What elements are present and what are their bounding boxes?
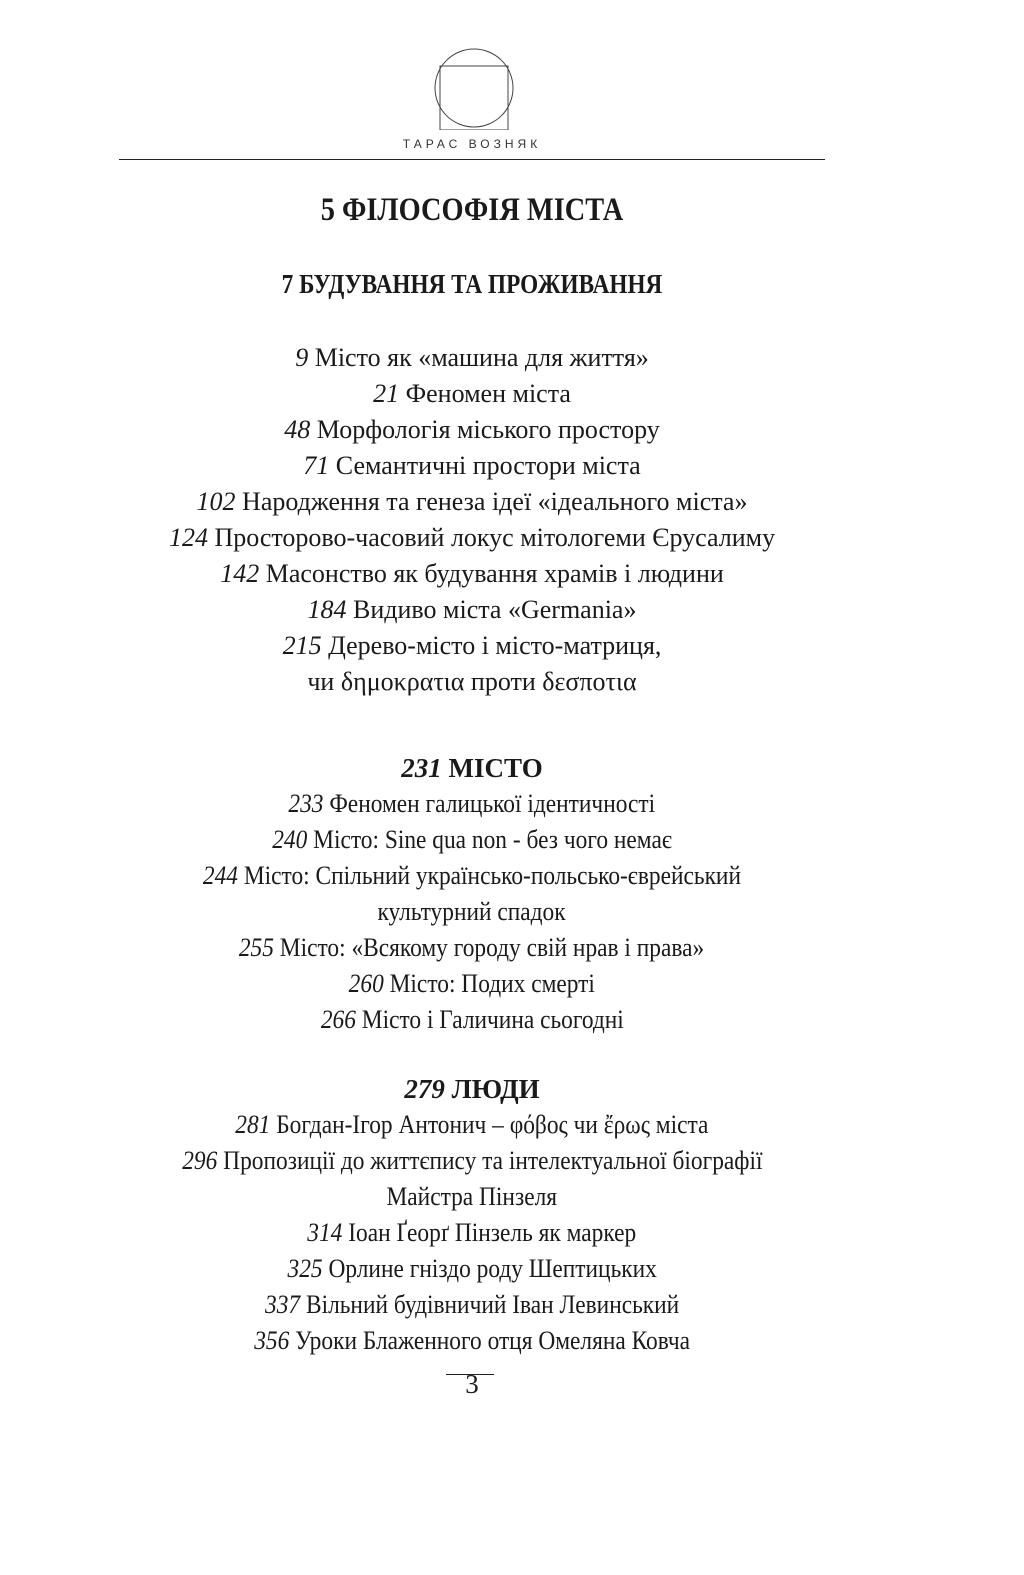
toc-entry: 142 Масонство як будування храмів і людини <box>220 559 724 588</box>
toc-entry: 325 Орлине гніздо роду Шептицьких <box>287 1254 657 1283</box>
toc-entry: 233 Феномен галицької ідентичності <box>288 789 656 818</box>
toc-entry-continuation: Майстра Пінзеля <box>386 1182 558 1211</box>
toc-entry: 260 Місто: Подих смерті <box>348 969 596 998</box>
circle-square-emblem-icon <box>432 46 516 130</box>
toc-entry: 266 Місто і Галичина сьогодні <box>320 1005 624 1034</box>
toc-entry: 281 Богдан-Ігор Антонич – φόβος чи ἔρως міста <box>235 1110 709 1139</box>
toc-entry: 255 Місто: «Всякому городу свій нрав і права» <box>239 933 705 962</box>
section-subtitle: 7 БУДУВАННЯ ТА ПРОЖИВАННЯ <box>281 269 663 299</box>
toc-entry-continuation: культурний спадок <box>377 897 567 926</box>
page-title: 5 ФІЛОСОФІЯ МІСТА <box>320 192 624 228</box>
toc-entry: 48 Морфологія міського простору <box>284 415 660 444</box>
author-name: ТАРАС ВОЗНЯК <box>402 137 542 151</box>
toc-entry: 102 Народження та генеза ідеї «ідеального міста» <box>196 487 748 516</box>
toc-section-city <box>0 750 944 1038</box>
toc-section-people <box>0 1071 944 1359</box>
toc-entry: 244 Місто: Спільний українсько-польсько-єврейський <box>202 861 742 890</box>
header-divider <box>119 159 825 160</box>
toc-entry: 71 Семантичні простори міста <box>303 451 641 480</box>
toc-section-heading: 279 ЛЮДИ <box>404 1074 540 1104</box>
toc-entry: 21 Феномен міста <box>373 379 571 408</box>
toc-entry: 337 Вільний будівничий Іван Левинський <box>264 1290 680 1319</box>
page-number: 3 <box>465 1369 479 1399</box>
toc-entry: 240 Місто: Sine qua non - без чого немає <box>272 825 672 854</box>
toc-section-heading: 231 МІСТО <box>401 753 543 783</box>
toc-entry: 124 Просторово-часовий локус мітологеми Єрусалиму <box>168 523 776 552</box>
toc-entry: 356 Уроки Блаженного отця Омеляна Ковча <box>254 1326 690 1355</box>
toc-entry: 296 Пропозиції до життєпису та інтелектуальної біографії <box>181 1146 763 1175</box>
toc-entry: 184 Видиво міста «Germania» <box>307 595 637 624</box>
toc-section-building <box>0 340 944 700</box>
toc-entry-continuation: чи δημοκρατια проти δεσποτια <box>307 667 637 696</box>
toc-entry: 9 Місто як «машина для життя» <box>295 343 649 372</box>
toc-entry: 314 Іоан Ґеорґ Пінзель як маркер <box>307 1218 637 1247</box>
toc-entry: 215 Дерево-місто і місто-матриця, <box>282 631 662 660</box>
